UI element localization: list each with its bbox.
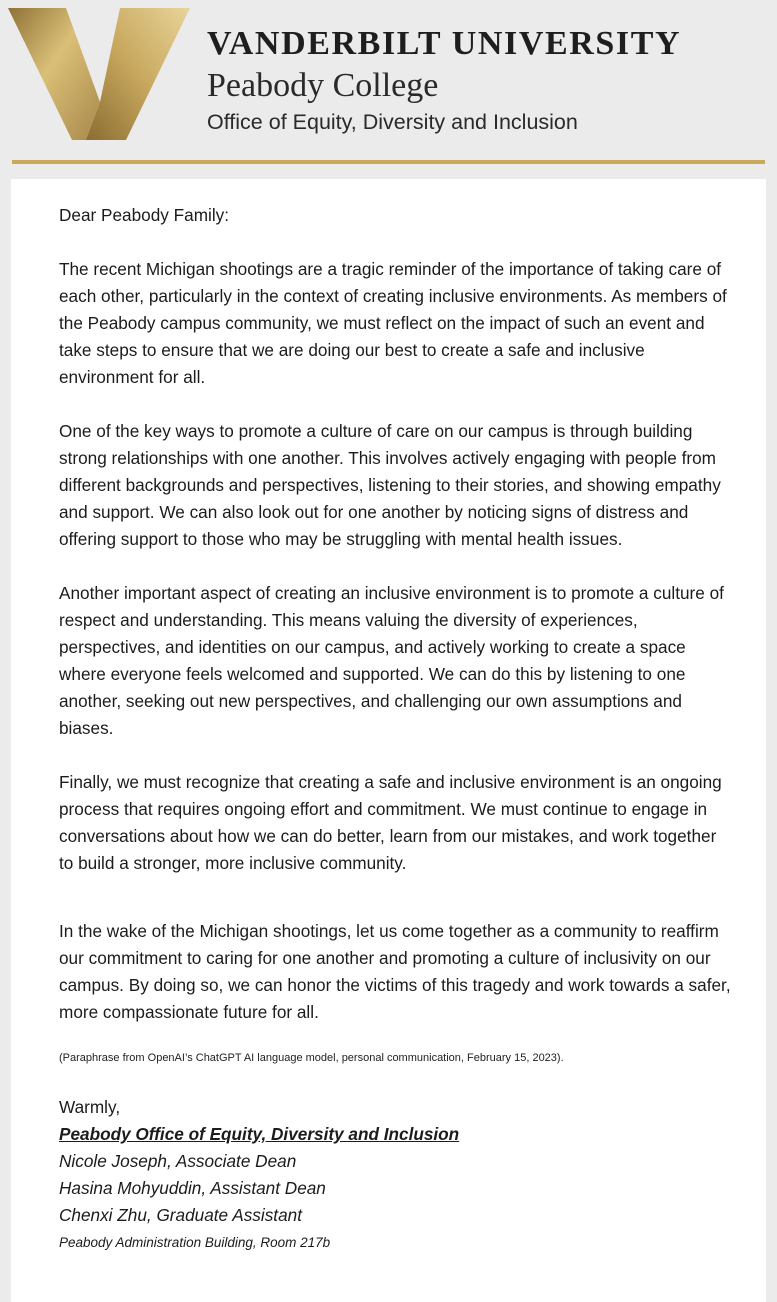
signature-office-link[interactable]: Peabody Office of Equity, Diversity and Inclusion bbox=[59, 1124, 460, 1144]
letterhead bbox=[0, 0, 777, 166]
letter-body bbox=[59, 202, 731, 1256]
paragraph-4: Finally, we must recognize that creating a safe and inclusive environment is an ongoing process that requires ongoing effort and commitment. We must continue to engage in conversations about how we can do better, learn from our mistakes, and work together to build a stronger, more inclusive community. bbox=[59, 772, 722, 873]
paragraph-1: The recent Michigan shootings are a tragic reminder of the importance of taking care of each other, particularly in the context of creating inclusive environments. As members of the Peabody campus community, we must reflect on the impact of such an event and take steps to ensure that we are doing our best to create a safe and inclusive environment for all. bbox=[59, 259, 727, 387]
university-name: VANDERBILT UNIVERSITY bbox=[207, 25, 682, 62]
greeting: Dear Peabody Family: bbox=[59, 205, 230, 225]
signatory-2: Hasina Mohyuddin, Assistant Dean bbox=[59, 1178, 326, 1198]
paragraph-5: In the wake of the Michigan shootings, let us come together as a community to reaffirm our commitment to caring for one another and promoting a culture of inclusivity on our campus. By doing so, we can honor the victims of this tragedy and work towards a safer, more compassionate future for all. bbox=[59, 921, 731, 1022]
vanderbilt-v-logo-icon bbox=[8, 6, 190, 140]
office-address: Peabody Administration Building, Room 217b bbox=[59, 1235, 331, 1250]
paragraph-2: One of the key ways to promote a culture of care on our campus is through building strong relationships with one another. This involves actively engaging with people from different backgrounds and perspectives, listening to their stories, and showing empathy and support. We can also look out for one another by noticing signs of distress and offering support to those who may be struggling with mental health issues. bbox=[59, 421, 721, 549]
paragraph-3: Another important aspect of creating an inclusive environment is to promote a culture of respect and understanding. This means valuing the diversity of experiences, perspectives, and identities on our campus, and actively working to create a space where everyone feels welcomed and supported. We can do this by listening to one another, seeking out new perspectives, and challenging our own assumptions and biases. bbox=[59, 583, 724, 738]
office-name: Office of Equity, Diversity and Inclusion bbox=[207, 110, 578, 134]
signatory-3: Chenxi Zhu, Graduate Assistant bbox=[59, 1205, 302, 1225]
header-divider bbox=[12, 160, 765, 164]
citation: (Paraphrase from OpenAI’s ChatGPT AI language model, personal communication, February 15, 2023). bbox=[59, 1052, 564, 1064]
closing: Warmly, bbox=[59, 1097, 121, 1117]
college-name: Peabody College bbox=[207, 67, 439, 104]
signatory-1: Nicole Joseph, Associate Dean bbox=[59, 1151, 297, 1171]
